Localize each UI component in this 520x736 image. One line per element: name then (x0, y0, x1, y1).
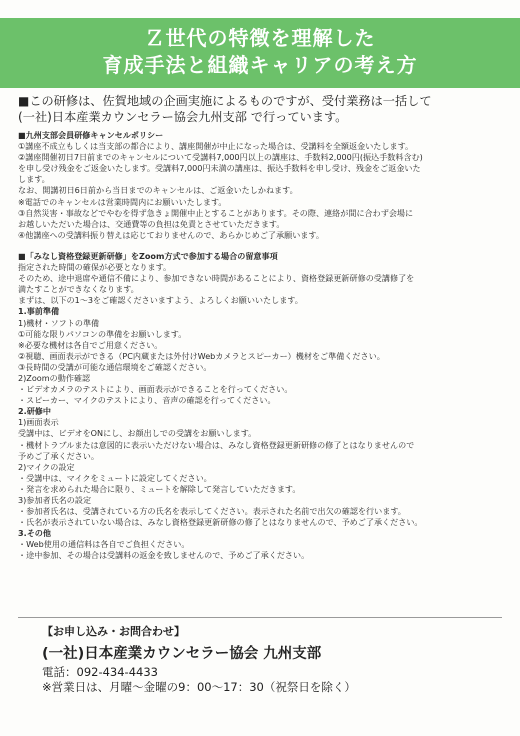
intro-line-2: (一社)日本産業カウンセラー協会九州支部 で行っています。 (18, 110, 348, 124)
notice-body (18, 130, 510, 562)
zoom-notice-heading: ■「みなし資格登録更新研修」をZoom方式で参加する場合の留意事項 (18, 250, 278, 261)
cancel-policy-line: ①講座不成立もしくは当支部の都合により、講座開催が中止になった場合は、受講料を全額返金いたします。 (18, 141, 414, 152)
section-3-line: ・Web使用の通信料は各自でご負担ください。 (18, 539, 190, 550)
section-1-line: ③長時間の受講が可能な通信環境をご確認ください。 (18, 361, 212, 372)
title-banner (0, 18, 520, 88)
title-line-1: Ｚ世代の特徴を理解した (144, 26, 376, 50)
cancel-policy-line: ②講座開催初日7日前までのキャンセルについて受講料7,000円以上の講座は、手数料2,000円(振込手数料含む) (18, 152, 423, 163)
section-2-line: 予めご了承ください。 (18, 450, 99, 461)
cancel-policy-line: ※電話でのキャンセルは営業時間内にお願いいたします。 (18, 196, 227, 207)
zoom-notice-line: まずは、以下の1〜3をご確認くださいますよう、よろしくお願いいたします。 (18, 295, 303, 306)
cancel-policy-line: なお、開講初日6日前から当日までのキャンセルは、ご返金いたしかねます。 (18, 185, 298, 196)
zoom-notice-line: 満たすことができなくなります。 (18, 284, 139, 295)
section-2-heading: 2.研修中 (18, 406, 51, 417)
cancel-policy-line: ③自然災害・事故などでやむを得ず急きょ開催中止とすることがあります。その際、連絡が間に合わず会場に (18, 207, 414, 218)
cancel-policy-heading: ■九州支部会員研修キャンセルポリシー (18, 130, 164, 140)
zoom-notice-line: そのため、途中退席や通信不備により、参加できない時間があることにより、資格登録更新研修の受講修了を (18, 273, 415, 284)
section-2-line: ・受講中は、マイクをミュートに設定してください。 (18, 472, 212, 483)
section-2-line: ・機材トラブルまたは意図的に表示いただけない場合は、みなし資格登録更新研修の修了とはなりませんので (18, 439, 415, 450)
zoom-notice-line: 指定された時間の確保が必要となります。 (18, 262, 172, 273)
intro-bullet: ■ (18, 94, 30, 108)
intro-text (18, 93, 508, 125)
section-1-line: ・スピーカー、マイクのテストにより、音声の確認を行ってください。 (18, 395, 276, 406)
contact-block (42, 624, 482, 695)
section-1-line: ①可能な限りパソコンの準備をお願いします。 (18, 328, 187, 339)
contact-divider (18, 617, 502, 618)
section-1-line: ・ビデオカメラのテストにより、画面表示ができることを行ってください。 (18, 384, 293, 395)
section-1-heading: 1.事前準備 (18, 306, 60, 317)
section-1-line: ②視聴、画面表示ができる（PC内蔵または外付けWebカメラとスピーカー）機材をご準備ください。 (18, 350, 385, 361)
section-1-line: ※必要な機材は各自でご用意ください。 (18, 339, 163, 350)
section-2-line: 2)マイクの設定 (18, 461, 75, 472)
cancel-policy-line: お越しいただいた場合は、交通費等の負担は免責とさせていただきます。 (18, 218, 285, 229)
intro-line-1: この研修は、佐賀地域の企画実施によるものですが、受付業務は一括して (29, 94, 432, 108)
section-2-line: ・氏名が表示されていない場合は、みなし資格登録更新研修の修了とはなりませんので、予めご了承ください。 (18, 517, 423, 528)
section-1-line: 1)機材・ソフトの準備 (18, 317, 100, 328)
section-2-line: ・参加者氏名は、受講されている方の氏名を表示してください。表示された名前で出欠の確認を行います。 (18, 506, 406, 517)
contact-organization: (一社)日本産業カウンセラー協会 九州支部 (42, 646, 322, 662)
section-3-line: ・途中参加、その場合は受講料の返金を致しませんので、予めご了承ください。 (18, 550, 310, 561)
section-2-line: 1)画面表示 (18, 417, 59, 428)
contact-hours: ※営業日は、月曜〜金曜の9：00〜17：30（祝祭日を除く） (42, 680, 356, 694)
section-1-line: 2)Zoomの動作確認 (18, 372, 91, 383)
section-2-line: 3)参加者氏名の設定 (18, 495, 92, 505)
cancel-policy-line: を申し受け残金をご返金いたします。受講料7,000円未満の講座は、振込手数料を申し受け、残金をご返金いた (18, 163, 421, 174)
section-2-line: ・発言を求められた場合に限り、ミュートを解除して発言していただきます。 (18, 483, 301, 494)
cancel-policy-line: ④他講座への受講料振り替えは応じておりませんので、あらかじめご了承願います。 (18, 229, 324, 240)
contact-phone: 電話：092-434-4433 (42, 665, 158, 679)
section-2-line: 受講中は、ビデオをONにし、お顔出しでの受講をお願いします。 (18, 428, 257, 439)
cancel-policy-line: します。 (18, 174, 50, 185)
contact-title: 【お申し込み・お問合わせ】 (42, 625, 185, 638)
section-3-heading: 3.その他 (18, 528, 51, 539)
title-line-2: 育成手法と組織キャリアの考え方 (102, 53, 418, 77)
